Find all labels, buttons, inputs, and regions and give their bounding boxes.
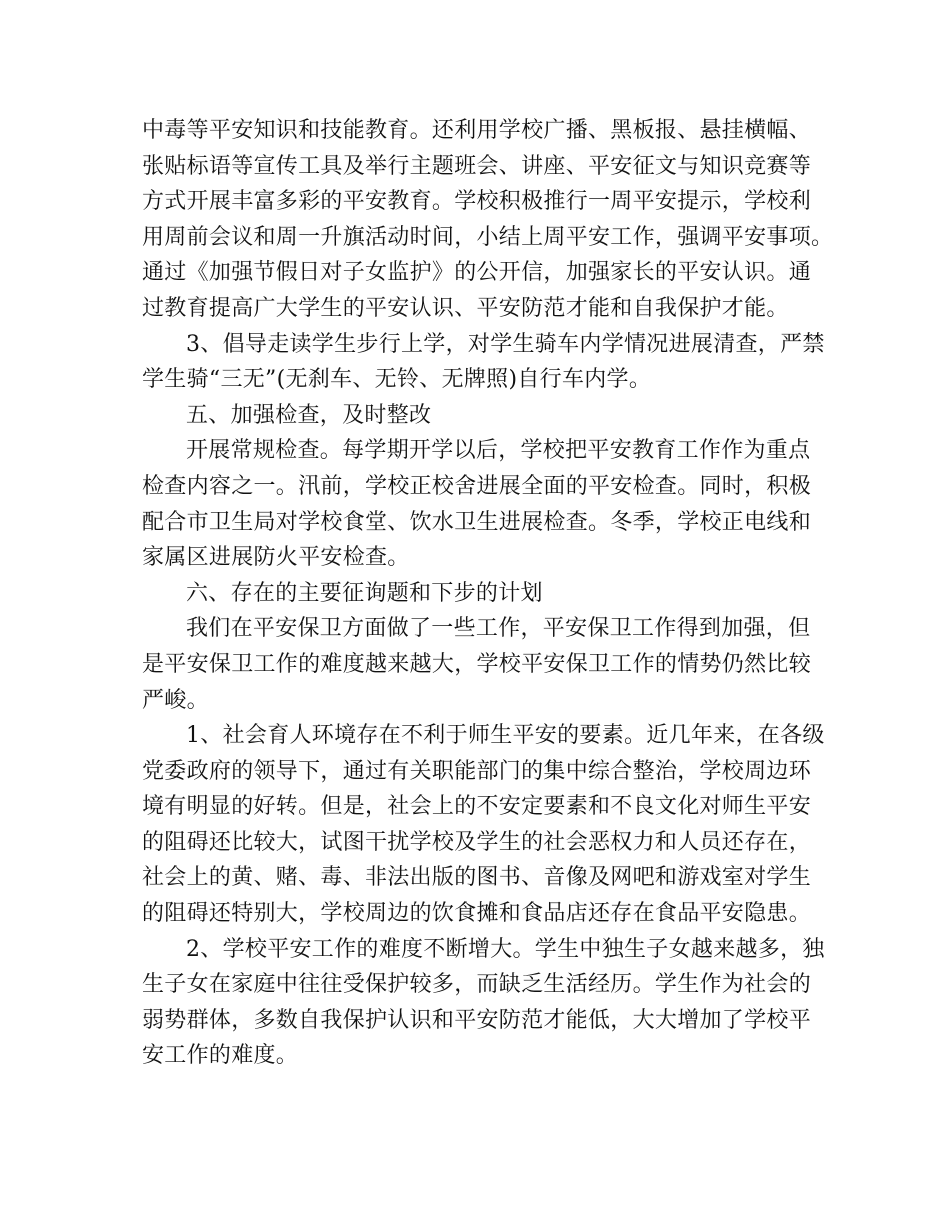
text-line: 2、学校平安工作的难度不断增大。学生中独生子女越来越多，独 (186, 936, 825, 962)
text-line: 张贴标语等宣传工具及举行主题班会、讲座、平安征文与知识竞赛等 (142, 153, 812, 179)
text-line: 的阻碍还特别大，学校周边的饮食摊和食品店还存在食品平安隐患。 (142, 901, 812, 927)
text-line: 中毒等平安知识和技能教育。还利用学校广播、黑板报、悬挂横幅、 (142, 118, 812, 143)
text-line: 的阻碍还比较大，试图干扰学校及学生的社会恶权力和人员还存在， (142, 829, 812, 855)
text-line: 社会上的黄、赌、毒、非法出版的图书、音像及网吧和游戏室对学生 (142, 865, 812, 891)
text-line: 安工作的难度。 (142, 1043, 299, 1069)
text-line: 六、存在的主要征询题和下步的计划 (186, 580, 543, 606)
text-line: 五、加强检查，及时整改 (186, 402, 432, 428)
text-line: 生子女在家庭中往往受保护较多，而缺乏生活经历。学生作为社会的 (142, 972, 812, 998)
text-line: 配合市卫生局对学校食堂、饮水卫生进展检查。冬季，学校正电线和 (142, 509, 812, 535)
text-line: 通过《加强节假日对子女监护》的公开信，加强家长的平安认识。通 (142, 260, 812, 286)
text-line: 学生骑“三无”(无刹车、无铃、无牌照)自行车内学。 (142, 367, 652, 393)
text-line: 过教育提高广大学生的平安认识、平安防范才能和自我保护才能。 (142, 295, 789, 321)
text-line: 我们在平安保卫方面做了一些工作，平安保卫工作得到加强，但 (186, 616, 811, 642)
text-line: 用周前会议和周一升旗活动时间，小结上周平安工作，强调平安事项。 (142, 224, 834, 250)
text-line: 是平安保卫工作的难度越来越大，学校平安保卫工作的情势仍然比较 (142, 651, 812, 677)
text-line: 境有明显的好转。但是，社会上的不安定要素和不良文化对师生平安 (142, 794, 812, 820)
text-line: 严峻。 (142, 687, 209, 713)
text-line: 方式开展丰富多彩的平安教育。学校积极推行一周平安提示，学校利 (142, 189, 812, 215)
text-line: 弱势群体，多数自我保护认识和平安防范才能低，大大增加了学校平 (142, 1007, 812, 1033)
text-line: 开展常规检查。每学期开学以后，学校把平安教育工作作为重点 (186, 438, 811, 464)
text-line: 1、社会育人环境存在不利于师生平安的要素。近几年来，在各级 (186, 723, 825, 749)
text-line: 检查内容之一。汛前，学校正校舍进展全面的平安检查。同时，积极 (142, 473, 812, 499)
text-line: 党委政府的领导下，通过有关职能部门的集中综合整治，学校周边环 (142, 758, 812, 784)
text-line: 家属区进展防火平安检查。 (142, 545, 410, 571)
text-line: 3、倡导走读学生步行上学，对学生骑车内学情况进展清查，严禁 (186, 331, 825, 357)
document-body (142, 113, 834, 1074)
